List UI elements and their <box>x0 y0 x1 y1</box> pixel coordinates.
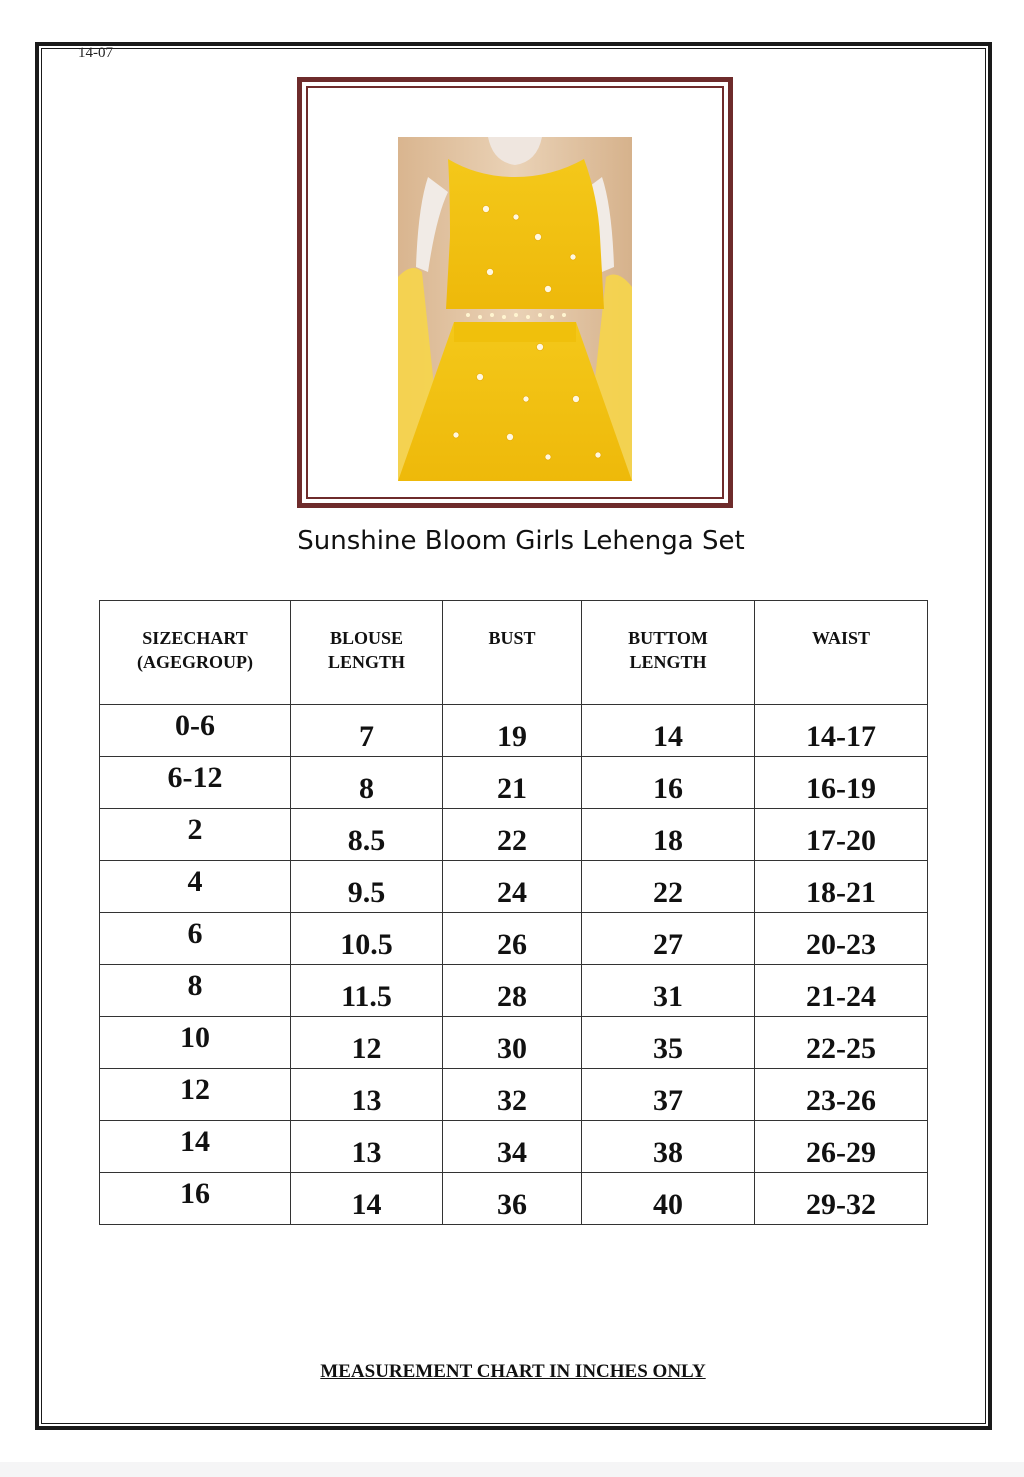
bottom-length-cell: 37 <box>582 1069 755 1121</box>
product-photo <box>398 137 632 481</box>
size-chart-table <box>99 600 928 1225</box>
age-cell: 14 <box>100 1121 291 1173</box>
age-cell: 16 <box>100 1173 291 1225</box>
product-code: 14-07 <box>78 45 113 58</box>
bottom-length-cell: 31 <box>582 965 755 1017</box>
header-bottom-length: BUTTOM LENGTH <box>582 601 755 705</box>
blouse-length-cell: 8 <box>291 757 443 809</box>
bust-cell: 26 <box>443 913 582 965</box>
table-row <box>100 705 928 757</box>
age-cell: 6-12 <box>100 757 291 809</box>
waist-cell: 22-25 <box>755 1017 928 1069</box>
bottom-length-cell: 40 <box>582 1173 755 1225</box>
waist-cell: 29-32 <box>755 1173 928 1225</box>
waist-cell: 23-26 <box>755 1069 928 1121</box>
table-row <box>100 1069 928 1121</box>
bottom-length-cell: 35 <box>582 1017 755 1069</box>
blouse-length-cell: 13 <box>291 1069 443 1121</box>
table-row <box>100 965 928 1017</box>
waist-cell: 14-17 <box>755 705 928 757</box>
blouse-length-cell: 13 <box>291 1121 443 1173</box>
table-row <box>100 1017 928 1069</box>
waist-cell: 20-23 <box>755 913 928 965</box>
table-row <box>100 1121 928 1173</box>
waist-cell: 16-19 <box>755 757 928 809</box>
bust-cell: 21 <box>443 757 582 809</box>
bust-cell: 22 <box>443 809 582 861</box>
age-cell: 4 <box>100 861 291 913</box>
table-row <box>100 913 928 965</box>
bust-cell: 19 <box>443 705 582 757</box>
age-cell: 2 <box>100 809 291 861</box>
bottom-length-cell: 27 <box>582 913 755 965</box>
blouse-length-cell: 10.5 <box>291 913 443 965</box>
blouse-length-cell: 12 <box>291 1017 443 1069</box>
table-header-row <box>100 601 928 705</box>
bust-cell: 36 <box>443 1173 582 1225</box>
table-row <box>100 809 928 861</box>
page-title: Sunshine Bloom Girls Lehenga Set <box>297 526 745 556</box>
header-waist: WAIST <box>755 601 928 705</box>
blouse-length-cell: 11.5 <box>291 965 443 1017</box>
age-cell: 10 <box>100 1017 291 1069</box>
bottom-length-cell: 22 <box>582 861 755 913</box>
age-cell: 6 <box>100 913 291 965</box>
bust-cell: 24 <box>443 861 582 913</box>
product-photo-frame <box>297 77 733 508</box>
age-cell: 0-6 <box>100 705 291 757</box>
header-blouse-length: BLOUSE LENGTH <box>291 601 443 705</box>
bust-cell: 34 <box>443 1121 582 1173</box>
bust-cell: 28 <box>443 965 582 1017</box>
bottom-length-cell: 14 <box>582 705 755 757</box>
table-row <box>100 757 928 809</box>
bottom-length-cell: 38 <box>582 1121 755 1173</box>
table-row <box>100 1173 928 1225</box>
waist-cell: 21-24 <box>755 965 928 1017</box>
blouse-length-cell: 8.5 <box>291 809 443 861</box>
bottom-length-cell: 18 <box>582 809 755 861</box>
measurement-note: MEASUREMENT CHART IN INCHES ONLY <box>320 1361 706 1382</box>
blouse-length-cell: 9.5 <box>291 861 443 913</box>
blouse-length-cell: 14 <box>291 1173 443 1225</box>
bust-cell: 30 <box>443 1017 582 1069</box>
age-cell: 12 <box>100 1069 291 1121</box>
waist-cell: 17-20 <box>755 809 928 861</box>
header-sizechart: SIZECHART (AGEGROUP) <box>100 601 291 705</box>
blouse-length-cell: 7 <box>291 705 443 757</box>
waist-cell: 26-29 <box>755 1121 928 1173</box>
table-row <box>100 861 928 913</box>
bottom-length-cell: 16 <box>582 757 755 809</box>
waist-cell: 18-21 <box>755 861 928 913</box>
bust-cell: 32 <box>443 1069 582 1121</box>
age-cell: 8 <box>100 965 291 1017</box>
header-bust: BUST <box>443 601 582 705</box>
